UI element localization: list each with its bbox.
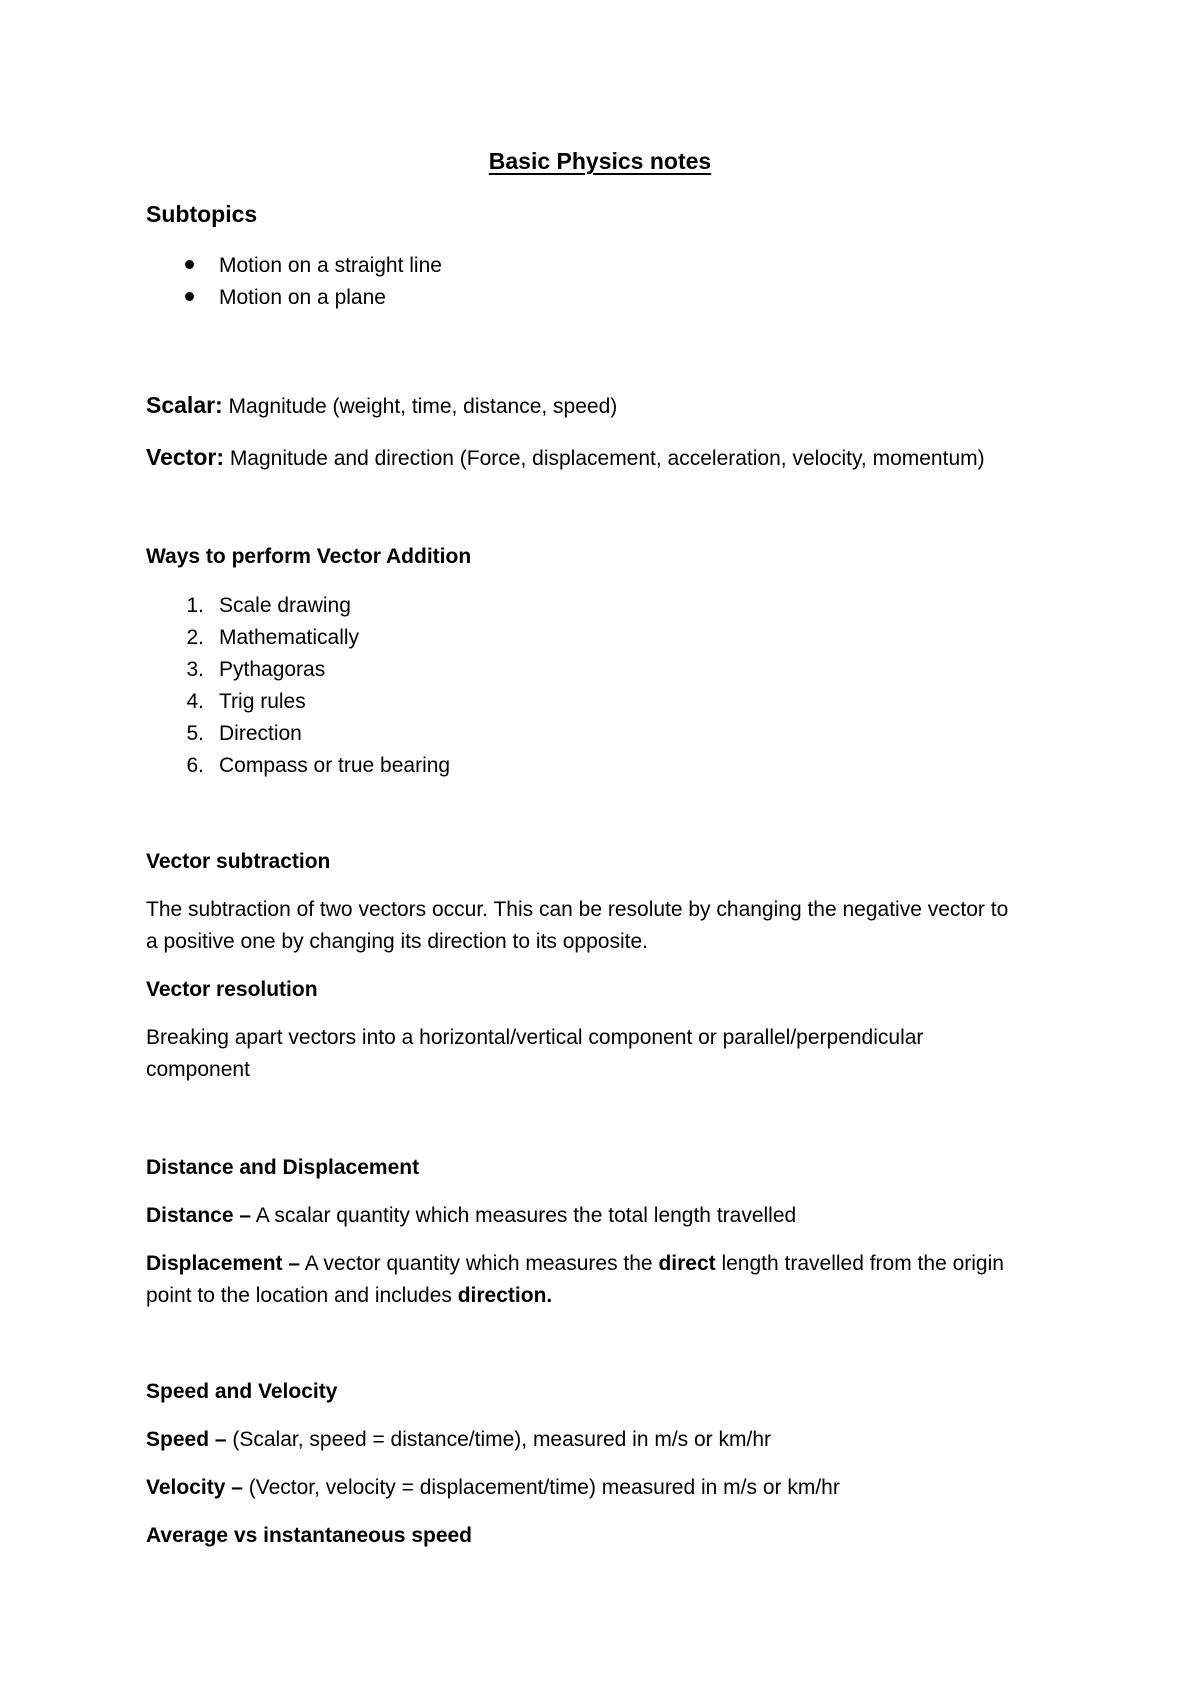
speed-velocity-heading: Speed and Velocity <box>146 1380 338 1403</box>
page-title <box>0 148 1200 175</box>
vector-resolution-line-2: component <box>146 1058 250 1081</box>
displacement-definition-line-2 <box>146 1282 552 1309</box>
vector-addition-heading: Ways to perform Vector Addition <box>146 545 472 568</box>
vector-subtraction-line-2: a positive one by changing its direction to its opposite. <box>146 930 648 953</box>
list-number: 5. <box>186 722 204 745</box>
displacement-text-a: A vector quantity which measures the <box>300 1252 659 1275</box>
vector-resolution-line-1: Breaking apart vectors into a horizontal/vertical component or parallel/perpendicular <box>146 1026 924 1049</box>
speed-definition <box>146 1426 771 1453</box>
displacement-term: Displacement – <box>146 1252 301 1275</box>
list-item: Compass or true bearing <box>219 754 451 777</box>
displacement-bold-b: direction. <box>457 1284 553 1307</box>
vector-subtraction-line-1: The subtraction of two vectors occur. This can be resolute by changing the negative vector to <box>146 898 1009 921</box>
scalar-term: Scalar: <box>146 392 223 418</box>
speed-term: Speed – <box>146 1428 227 1451</box>
displacement-definition-line-1 <box>146 1250 1004 1277</box>
vector-text: Magnitude and direction (Force, displacement, acceleration, velocity, momentum) <box>223 447 985 470</box>
vector-subtraction-heading: Vector subtraction <box>146 850 331 873</box>
vector-term: Vector: <box>146 444 224 470</box>
bullet-icon <box>185 260 194 269</box>
list-number: 1. <box>186 594 204 617</box>
distance-text: A scalar quantity which measures the total length travelled <box>251 1204 797 1227</box>
subtopic-item-2: Motion on a plane <box>219 286 386 309</box>
scalar-definition <box>146 392 617 420</box>
list-number: 2. <box>186 626 204 649</box>
page-title-text: Basic Physics notes <box>488 148 712 174</box>
subtopics-heading: Subtopics <box>146 201 258 227</box>
bullet-icon <box>185 292 194 301</box>
speed-text: (Scalar, speed = distance/time), measured in m/s or km/hr <box>226 1428 772 1451</box>
scalar-text: Magnitude (weight, time, distance, speed) <box>222 395 618 418</box>
vector-resolution-heading: Vector resolution <box>146 978 318 1001</box>
velocity-term: Velocity – <box>146 1476 243 1499</box>
list-item: Scale drawing <box>219 594 351 617</box>
distance-term: Distance – <box>146 1204 252 1227</box>
distance-displacement-heading: Distance and Displacement <box>146 1156 420 1179</box>
list-number: 3. <box>186 658 204 681</box>
list-item: Mathematically <box>219 626 360 649</box>
list-item: Direction <box>219 722 302 745</box>
displacement-bold-a: direct <box>658 1252 716 1275</box>
velocity-definition <box>146 1474 840 1501</box>
distance-definition <box>146 1202 796 1229</box>
displacement-line2-a: point to the location and includes <box>146 1284 458 1307</box>
vector-definition <box>146 444 985 472</box>
average-instantaneous-heading: Average vs instantaneous speed <box>146 1524 473 1547</box>
list-number: 4. <box>186 690 204 713</box>
subtopic-item-1: Motion on a straight line <box>219 254 442 277</box>
displacement-text-b: length travelled from the origin <box>715 1252 1004 1275</box>
velocity-text: (Vector, velocity = displacement/time) measured in m/s or km/hr <box>242 1476 840 1499</box>
list-item: Trig rules <box>219 690 306 713</box>
list-item: Pythagoras <box>219 658 326 681</box>
list-number: 6. <box>186 754 204 777</box>
